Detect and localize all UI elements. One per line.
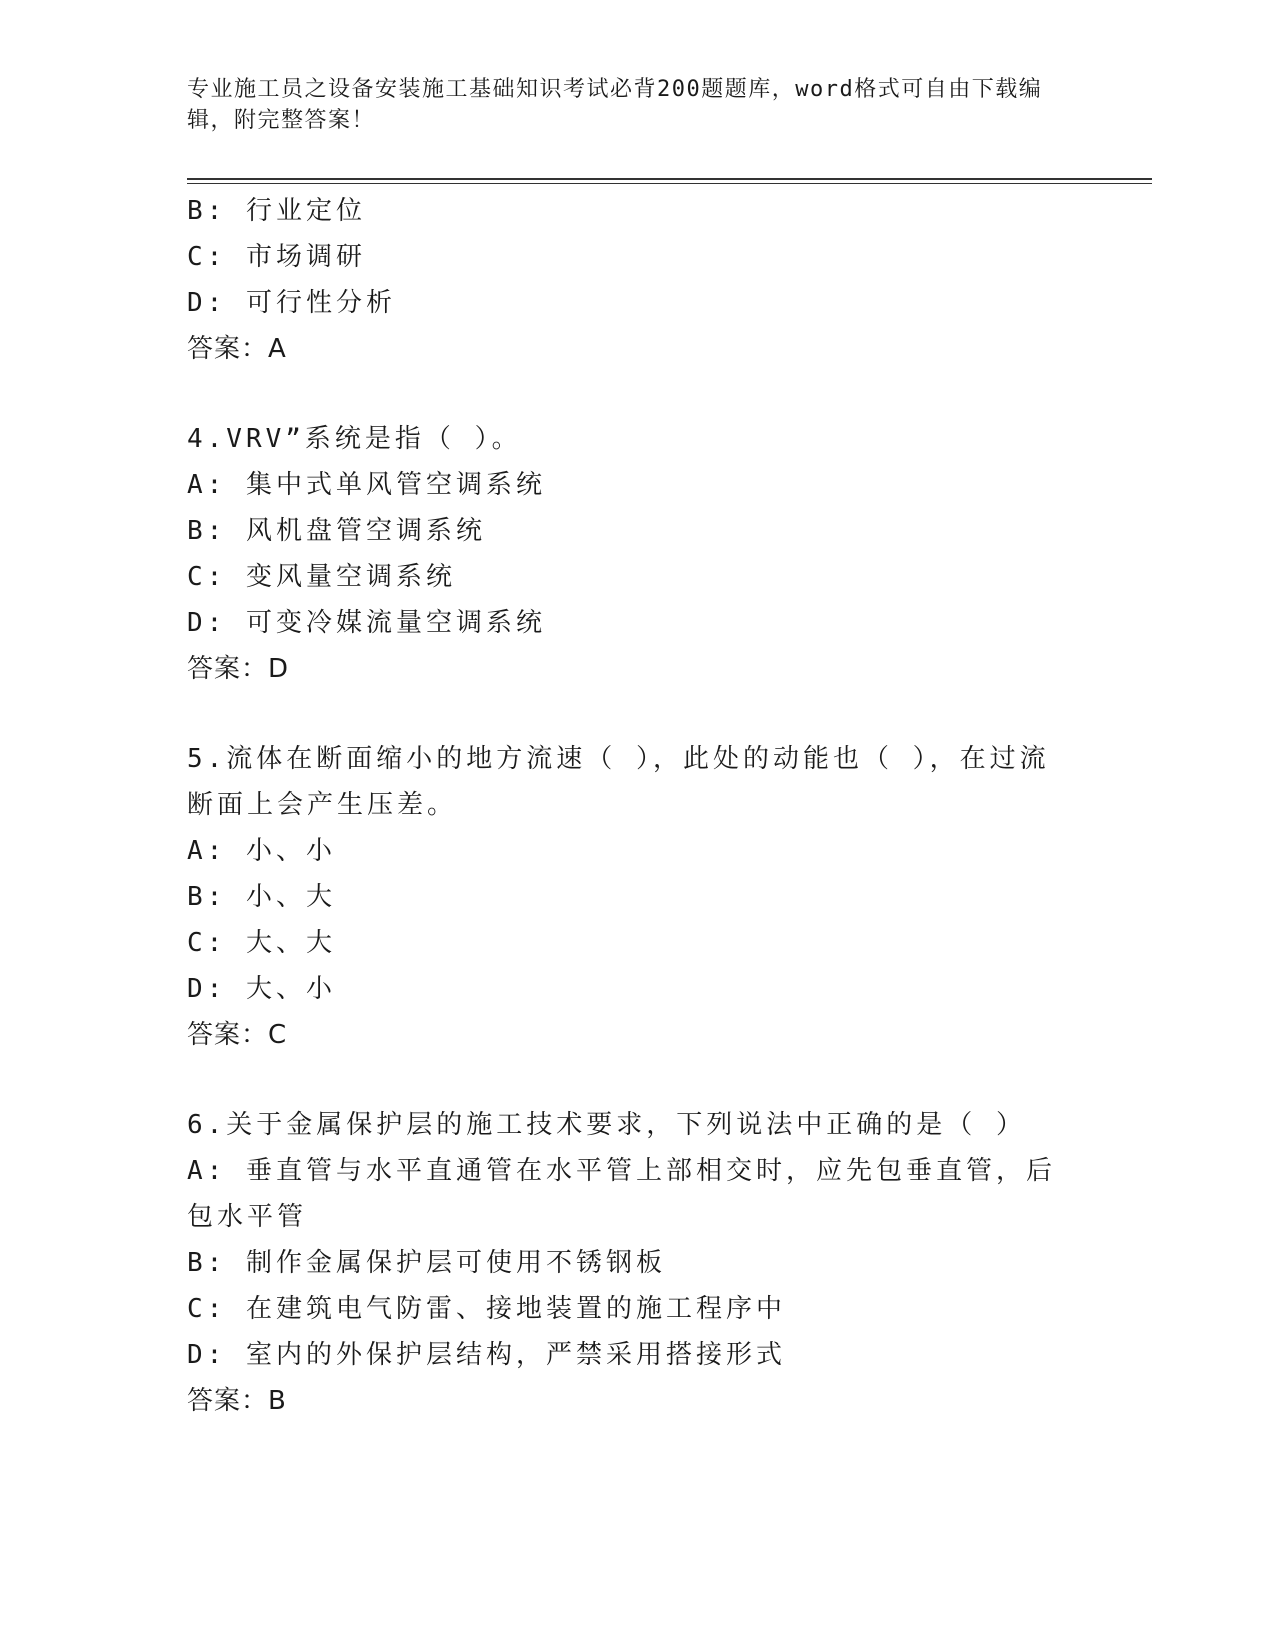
option-b: B: 行业定位 <box>187 196 366 226</box>
document-header: 专业施工员之设备安装施工基础知识考试必背200题题库，word格式可自由下载编辑，附完整答案！ <box>187 77 1043 133</box>
question-list <box>187 188 1077 1424</box>
spacer <box>187 372 1077 416</box>
question-text: 5.流体在断面缩小的地方流速（ ），此处的动能也（ ），在过流断面上会产生压差。 <box>187 744 1050 820</box>
answer-line: 答案：C <box>187 1020 288 1050</box>
header-divider-thin <box>187 183 1152 184</box>
spacer <box>187 692 1077 736</box>
question-block-5 <box>187 736 1077 1058</box>
option-a: A: 集中式单风管空调系统 <box>187 470 546 500</box>
option-c: C: 变风量空调系统 <box>187 562 456 592</box>
option-d: D: 室内的外保护层结构，严禁采用搭接形式 <box>187 1340 786 1370</box>
answer-line: 答案：B <box>187 1386 287 1416</box>
question-block-3 <box>187 188 1077 372</box>
option-c: C: 在建筑电气防雷、接地装置的施工程序中 <box>187 1294 786 1324</box>
option-d: D: 大、小 <box>187 974 336 1004</box>
question-text: 6.关于金属保护层的施工技术要求，下列说法中正确的是（ ） <box>187 1110 1026 1140</box>
option-a: A: 垂直管与水平直通管在水平管上部相交时，应先包垂直管，后包水平管 <box>187 1156 1056 1232</box>
option-c: C: 大、大 <box>187 928 336 958</box>
question-block-6 <box>187 1102 1077 1424</box>
option-c: C: 市场调研 <box>187 242 366 272</box>
option-b: B: 制作金属保护层可使用不锈钢板 <box>187 1248 666 1278</box>
option-b: B: 小、大 <box>187 882 336 912</box>
option-d: D: 可行性分析 <box>187 288 396 318</box>
question-block-4 <box>187 416 1077 692</box>
header-divider-thick <box>187 178 1152 180</box>
answer-line: 答案：A <box>187 334 287 364</box>
option-d: D: 可变冷媒流量空调系统 <box>187 608 546 638</box>
option-b: B: 风机盘管空调系统 <box>187 516 486 546</box>
question-text: 4.VRV”系统是指（ ）。 <box>187 424 522 454</box>
option-a: A: 小、小 <box>187 836 336 866</box>
answer-line: 答案：D <box>187 654 290 684</box>
spacer <box>187 1058 1077 1102</box>
